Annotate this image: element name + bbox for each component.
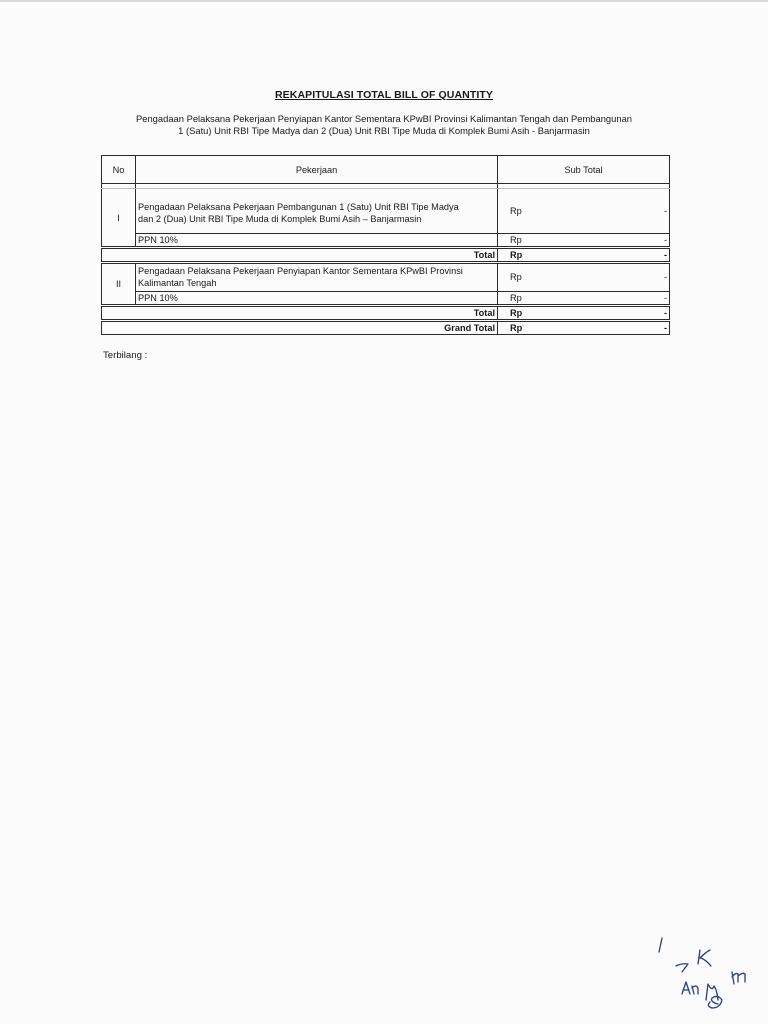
section-1-currency: Rp: [498, 189, 524, 234]
terbilang-label: Terbilang :: [103, 350, 148, 361]
header-subtotal: Sub Total: [498, 156, 670, 184]
grand-total-label: Grand Total: [102, 321, 498, 335]
section-1-job-line-2: dan 2 (Dua) Unit RBI Tipe Muda di Komplek Bumi Asih – Banjarmasin: [138, 214, 422, 224]
section-1-ppn-label: PPN 10%: [136, 234, 498, 248]
table-row: [102, 234, 670, 248]
header-job: Pekerjaan: [136, 156, 498, 184]
initial-stroke-seven: [676, 964, 688, 972]
section-2-ppn-label: PPN 10%: [136, 291, 498, 305]
boq-summary-table: [101, 155, 670, 335]
table-row: [102, 291, 670, 305]
document-subtitle: [100, 113, 668, 137]
section-2-total-value: -: [524, 306, 670, 321]
section-2-job: [136, 263, 498, 292]
initial-stroke-am: [682, 982, 698, 994]
section-2-total-label: Total: [102, 306, 498, 321]
subtitle-line-1: Pengadaan Pelaksana Pekerjaan Penyiapan Kantor Sementara KPwBI Provinsi Kalimantan Tengah dan Pembangunan: [136, 113, 632, 124]
initial-stroke-loop: [708, 996, 722, 1008]
section-2-total-row: [102, 306, 670, 321]
grand-total-value: -: [524, 321, 670, 335]
document-title: REKAPITULASI TOTAL BILL OF QUANTITY: [275, 89, 493, 101]
initial-stroke-slash: [659, 938, 662, 952]
section-2-ppn-currency: Rp: [498, 291, 524, 305]
grand-total-row: [102, 321, 670, 335]
section-2-job-line-1: Pengadaan Pelaksana Pekerjaan Penyiapan Kantor Sementara KPwBI Provinsi: [138, 266, 463, 277]
section-1-total-row: [102, 248, 670, 263]
section-2-number: II: [102, 263, 136, 306]
section-1-total-label: Total: [102, 248, 498, 263]
section-2-ppn-value: -: [524, 291, 670, 305]
section-1-value: -: [524, 189, 670, 234]
subtitle-line-2: 1 (Satu) Unit RBI Tipe Madya dan 2 (Dua) Unit RBI Tipe Muda di Komplek Bumi Asih - Banjarmasin: [178, 125, 590, 136]
section-1-total-currency: Rp: [498, 248, 524, 263]
handwritten-initials: [648, 930, 768, 1024]
grand-total-currency: Rp: [498, 321, 524, 335]
section-1-total-value: -: [524, 248, 670, 263]
initial-stroke-m-right: [732, 972, 745, 984]
header-no: No: [102, 156, 136, 184]
table-header-row: [102, 156, 670, 184]
section-2-job-line-2: Kalimantan Tengah: [138, 278, 217, 289]
section-1-ppn-value: -: [524, 234, 670, 248]
section-2-currency: Rp: [498, 263, 524, 292]
initials-strokes: [659, 938, 745, 1008]
section-1-ppn-currency: Rp: [498, 234, 524, 248]
section-1-job-line-1: Pengadaan Pelaksana Pekerjaan Pembangunan 1 (Satu) Unit RBI Tipe Madya: [138, 202, 459, 212]
section-2-value: -: [524, 263, 670, 292]
section-2-total-currency: Rp: [498, 306, 524, 321]
section-1-number: I: [102, 189, 136, 248]
scan-top-edge: [0, 0, 768, 2]
table-row: [102, 189, 670, 234]
table-row: [102, 263, 670, 292]
initial-stroke-k: [698, 950, 711, 966]
section-1-job: [136, 189, 498, 234]
